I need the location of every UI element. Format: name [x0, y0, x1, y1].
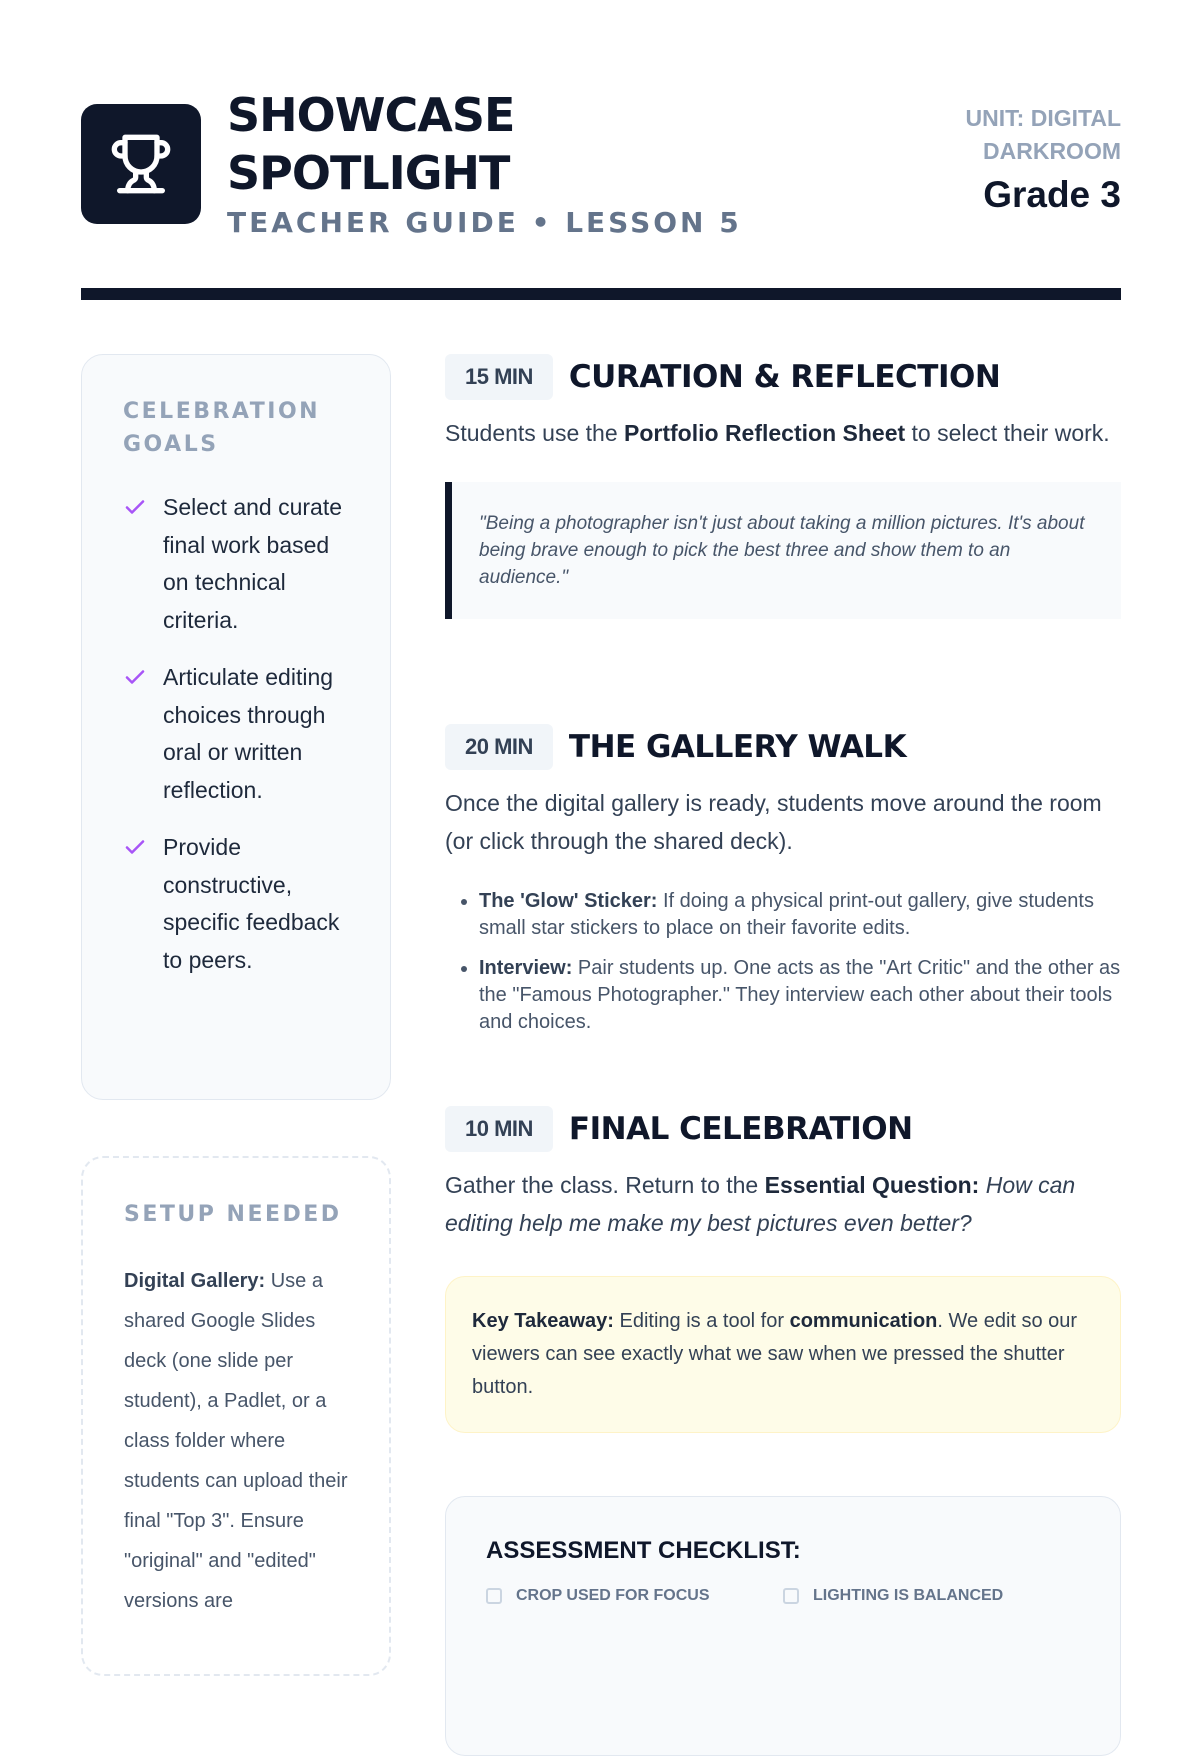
checklist-items [486, 1587, 1080, 1605]
section-gallery-walk [445, 724, 1121, 1049]
page-title-line-1: SHOWCASE [227, 88, 515, 142]
goals-heading: CELEBRATION GOALS [123, 399, 321, 457]
section-title: FINAL CELEBRATION [568, 1111, 913, 1147]
header-divider [81, 288, 1121, 300]
key-takeaway-box [445, 1276, 1121, 1433]
goal-item [123, 659, 360, 809]
time-badge: 15 MIN [445, 354, 553, 400]
celebration-goals-card [81, 354, 391, 1100]
checklist-label: LIGHTING IS BALANCED [813, 1587, 1004, 1604]
section-text [445, 414, 1121, 452]
takeaway-label: Key Takeaway: [472, 1310, 614, 1332]
setup-body [124, 1261, 359, 1621]
text-segment: Editing is a tool for [613, 1310, 790, 1332]
section-header [445, 1106, 1121, 1152]
time-badge: 20 MIN [445, 724, 553, 770]
text-bold-segment: Essential Question: [764, 1172, 980, 1198]
section-title: THE GALLERY WALK [568, 729, 907, 765]
assessment-checklist [445, 1496, 1121, 1756]
section-header [445, 354, 1121, 400]
bullet-list [445, 888, 1121, 1036]
goal-text: Select and curate final work based on technical criteria. [163, 494, 343, 633]
bullet-text: If doing a physical print-out gallery, give students small star stickers to place on their favorite edits. [479, 890, 1094, 939]
checklist-label: CROP USED FOR FOCUS [516, 1587, 710, 1604]
section-text [445, 1166, 1121, 1242]
setup-text: Use a shared Google Slides deck (one slide per student), a Padlet, or a class folder where students can upload their final "Top 3". Ensure "original" and "edited" versions are [124, 1270, 348, 1612]
check-icon [123, 835, 147, 859]
quote-block: "Being a photographer isn't just about taking a million pictures. It's about being brave enough to pick the best three and show them to an audience." [445, 482, 1121, 619]
setup-heading: SETUP NEEDED [124, 1202, 342, 1227]
text-bold-segment: Portfolio Reflection Sheet [624, 420, 906, 446]
list-item [479, 955, 1121, 1036]
checkbox[interactable] [783, 1588, 799, 1604]
bullet-label: The 'Glow' Sticker: [479, 890, 658, 912]
goals-list [123, 489, 360, 979]
page-title-line-2: SPOTLIGHT [227, 146, 510, 200]
bullet-text: Pair students up. One acts as the "Art Critic" and the other as the "Famous Photographer." They interview each other about their tools and choices. [479, 957, 1121, 1033]
logo [81, 104, 201, 224]
time-badge: 10 MIN [445, 1106, 553, 1152]
lesson-page [81, 0, 1121, 1612]
trophy-icon [109, 132, 173, 196]
goal-text: Articulate editing choices through oral or written reflection. [163, 664, 334, 803]
section-title: CURATION & REFLECTION [568, 359, 1001, 395]
bullet-label: Interview: [479, 957, 573, 979]
goal-text: Provide constructive, specific feedback to peers. [163, 834, 340, 973]
text-segment: Students use the [445, 420, 625, 446]
setup-needed-card [81, 1156, 391, 1676]
text-segment: . We edit so our viewers can see exactly what we saw when we pressed the shutter button. [472, 1310, 1078, 1398]
goal-item [123, 489, 360, 639]
goal-item [123, 829, 360, 979]
section-curation [445, 354, 1121, 619]
checklist-item[interactable] [486, 1587, 783, 1605]
setup-label: Digital Gallery: [124, 1270, 266, 1292]
section-text: Once the digital gallery is ready, students move around the room (or click through the shared deck). [445, 790, 1102, 854]
page-subtitle: TEACHER GUIDE • LESSON 5 [227, 206, 742, 239]
essential-question: How can editing help me make my best pictures even better? [445, 1172, 1076, 1236]
page-header [81, 86, 1121, 246]
checkbox[interactable] [486, 1588, 502, 1604]
text-segment: to select their work. [905, 420, 1110, 446]
check-icon [123, 495, 147, 519]
title-block [227, 86, 742, 239]
grade-label: Grade 3 [983, 174, 1121, 215]
checklist-item[interactable] [783, 1587, 1080, 1605]
unit-info [921, 102, 1121, 216]
text-bold-segment: communication [789, 1310, 938, 1332]
section-final-celebration [445, 1106, 1121, 1433]
text-segment: Gather the class. Return to the [445, 1172, 765, 1198]
section-header [445, 724, 1121, 770]
unit-label: UNIT: DIGITAL DARKROOM [965, 105, 1121, 164]
list-item [479, 888, 1121, 942]
checklist-title: ASSESSMENT CHECKLIST: [486, 1537, 801, 1564]
check-icon [123, 665, 147, 689]
